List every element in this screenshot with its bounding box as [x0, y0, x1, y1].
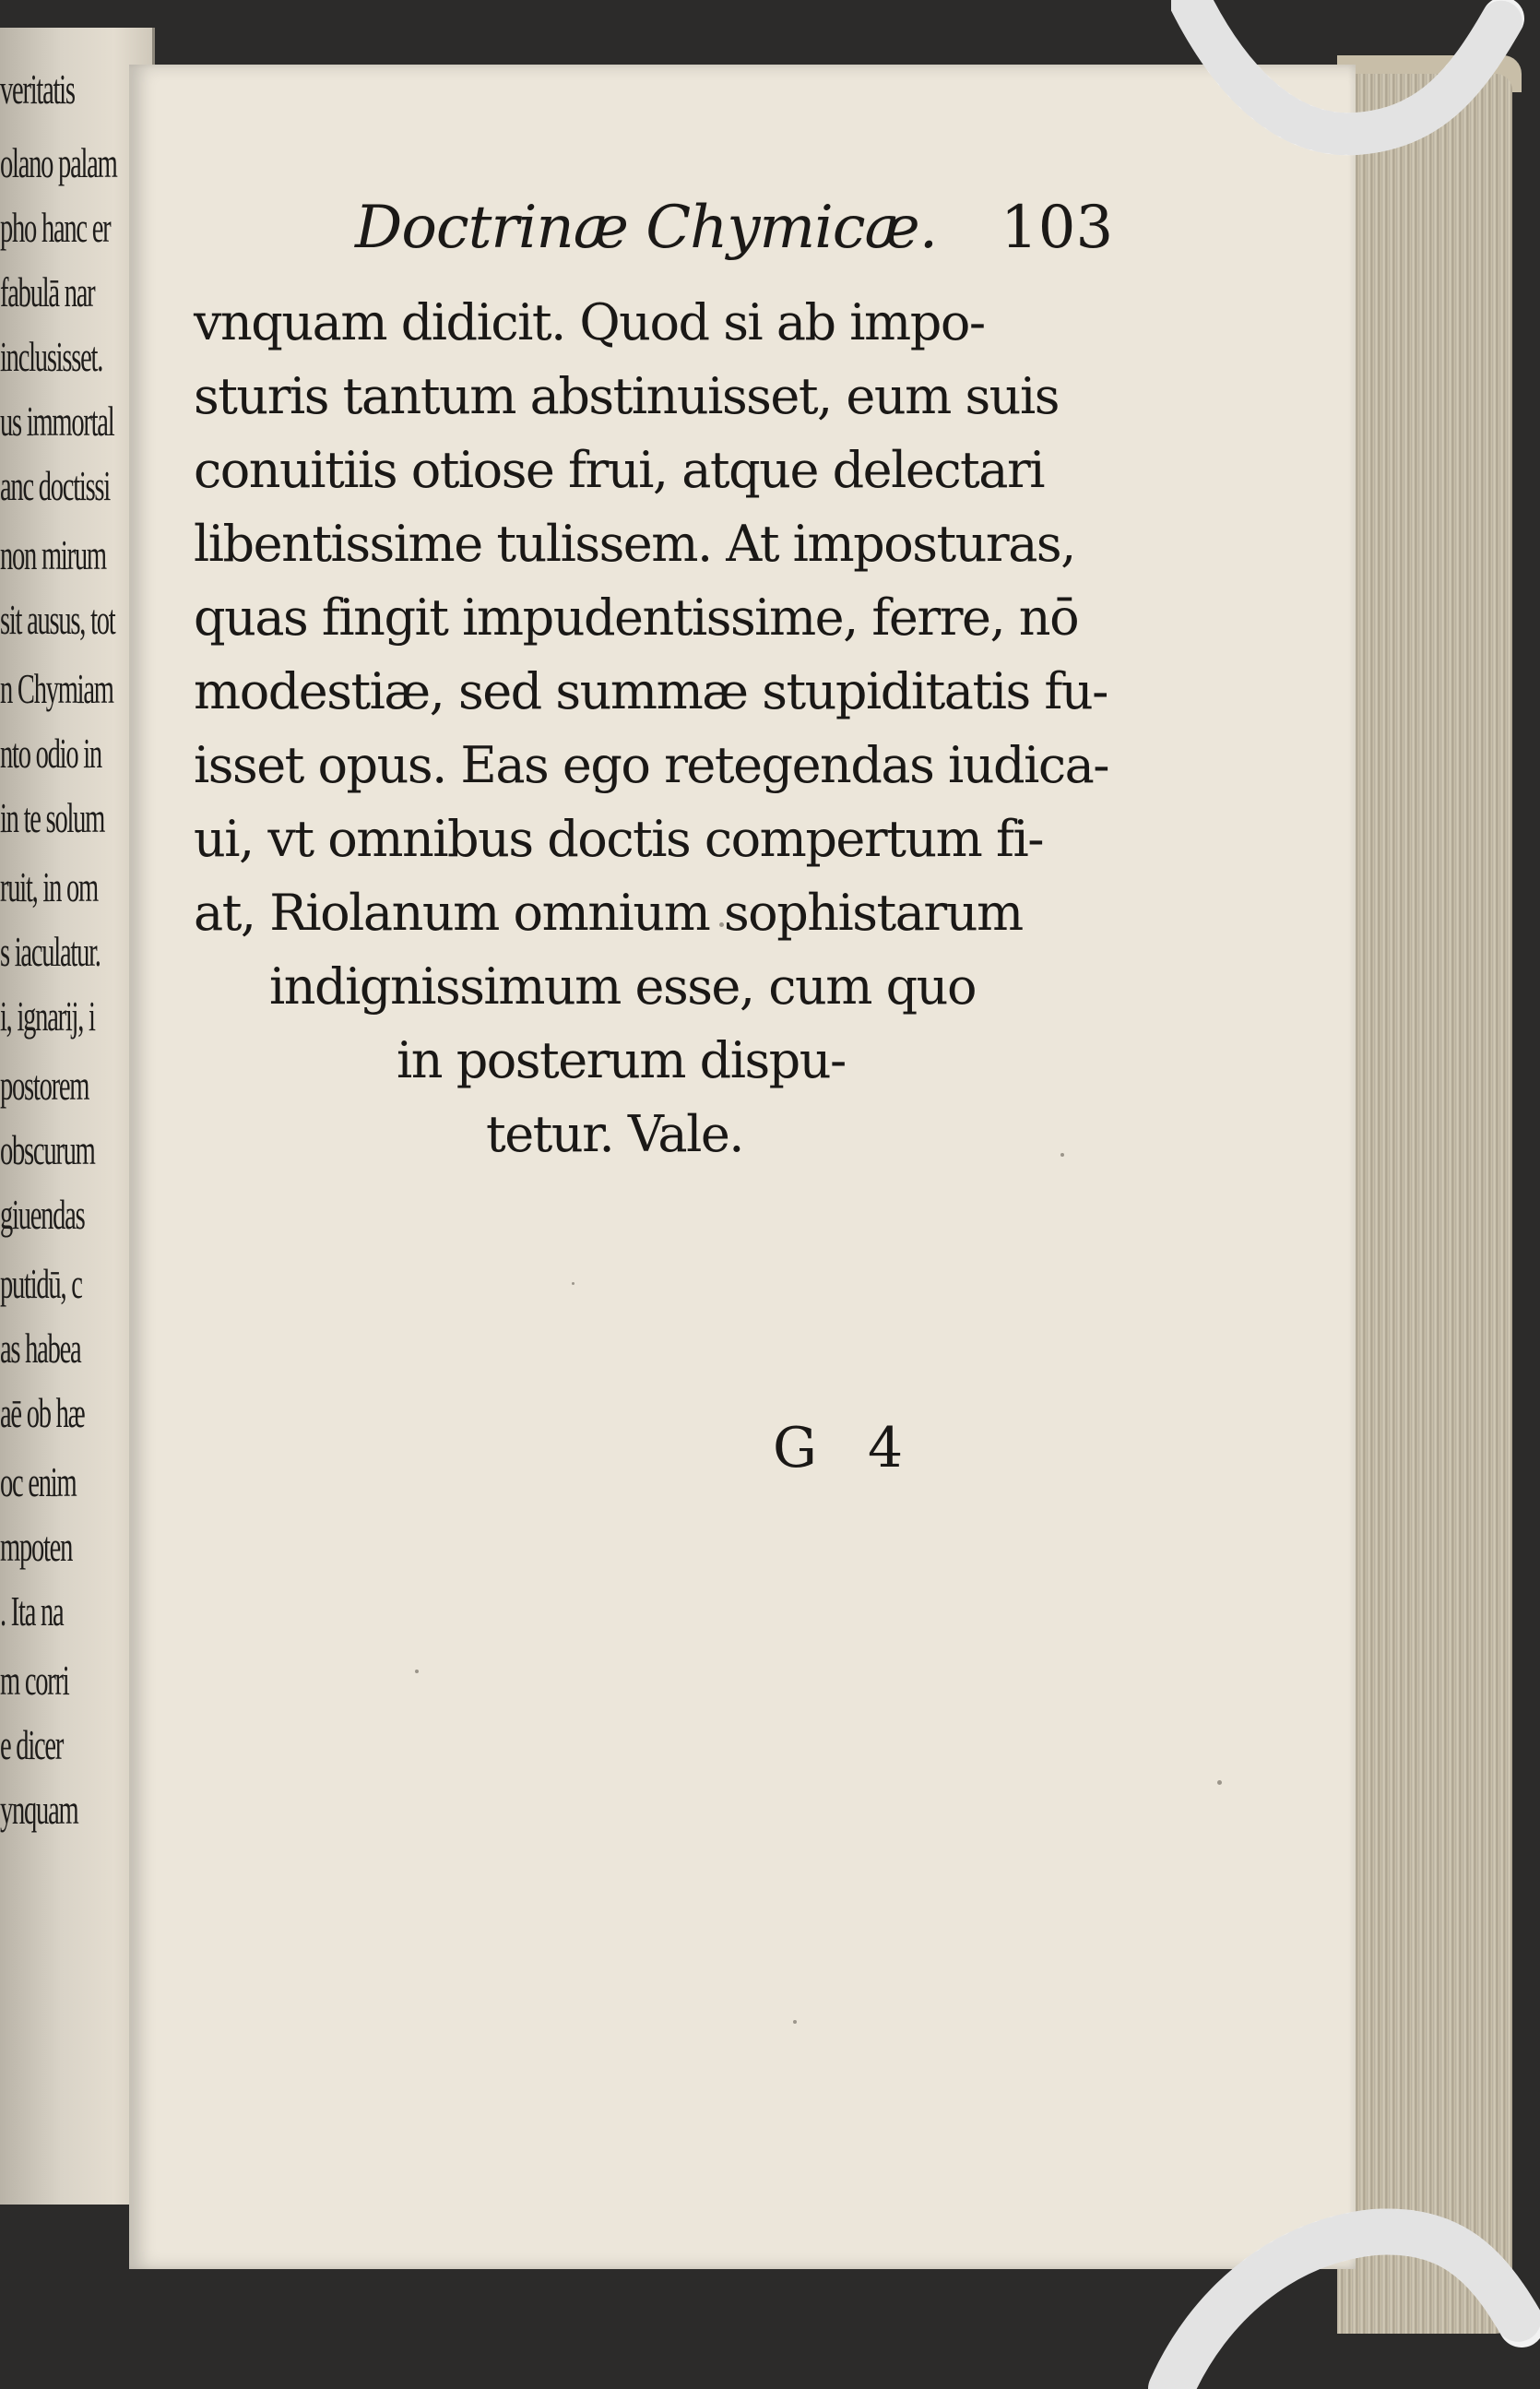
left-page-line: n Chymiam — [0, 665, 113, 712]
left-page-line: s iaculatur. — [0, 928, 101, 975]
white-cord-top — [1171, 0, 1540, 184]
left-page-line: veritatis — [0, 65, 75, 113]
left-page-line: as habea — [0, 1325, 81, 1372]
left-page-line: giuendas — [0, 1191, 85, 1238]
left-page-line: i, ignarij, i — [0, 992, 95, 1040]
left-page-line: olano palam — [0, 139, 117, 186]
paper-speck — [572, 1282, 575, 1285]
left-page-line: anc doctissi — [0, 462, 110, 509]
paper-speck — [1217, 1780, 1222, 1785]
body-line: tetur. Vale. — [486, 1105, 743, 1163]
left-page-line: inclusisset. — [0, 333, 103, 380]
body-line: ui, vt omnibus doctis compertum fi- — [194, 810, 1044, 868]
left-page-line: pho hanc er — [0, 204, 111, 251]
body-line: vnquam didicit. Quod si ab impo- — [194, 293, 985, 351]
body-line: sturis tantum abstinuisset, eum suis — [194, 367, 1059, 425]
left-page-line: postorem — [0, 1062, 89, 1109]
signature-mark: G 4 — [773, 1416, 920, 1480]
body-line: at, Riolanum omnium sophistarum — [194, 884, 1023, 942]
left-page-line: us immortal — [0, 398, 114, 445]
left-page-line: . Ita na — [0, 1587, 64, 1634]
left-page-line: mpoten — [0, 1523, 73, 1570]
body-line: in posterum dispu- — [397, 1031, 846, 1089]
body-line: indignissimum esse, cum quo — [269, 957, 976, 1016]
left-page-line: fabulā nar — [0, 268, 95, 315]
page-block-edge — [1337, 74, 1512, 2334]
white-cord-bottom — [1134, 2177, 1540, 2389]
body-line: libentissime tulissem. At imposturas, — [194, 515, 1075, 573]
left-page-line: obscurum — [0, 1126, 95, 1173]
paper-speck — [1060, 1153, 1064, 1157]
left-page-line: m corri — [0, 1657, 69, 1704]
left-page-line: ruit, in om — [0, 863, 98, 910]
page-number: 103 — [1001, 194, 1114, 262]
left-page-line: putidū, c — [0, 1260, 82, 1307]
left-page-line: nto odio in — [0, 730, 101, 777]
paper-speck — [415, 1670, 419, 1673]
paper-speck — [793, 2020, 797, 2024]
left-page-line: ynquam — [0, 1786, 78, 1833]
body-line: conuitiis otiose frui, atque delectari — [194, 441, 1045, 499]
left-page-line: sit ausus, tot — [0, 596, 115, 643]
left-page-line: e dicer — [0, 1721, 64, 1768]
body-line: isset opus. Eas ego retegendas iudica- — [194, 736, 1109, 794]
left-page-line: oc enim — [0, 1458, 77, 1505]
left-page-line: aē ob hæ — [0, 1389, 85, 1436]
body-line: modestiæ, sed summæ stupiditatis fu- — [194, 662, 1108, 720]
running-head: Doctrinæ Chymicæ. — [355, 194, 938, 262]
left-page-line: in te solum — [0, 794, 105, 841]
body-line: quas fingit impudentissime, ferre, nō — [194, 588, 1079, 647]
left-page-line: non mirum — [0, 531, 106, 578]
